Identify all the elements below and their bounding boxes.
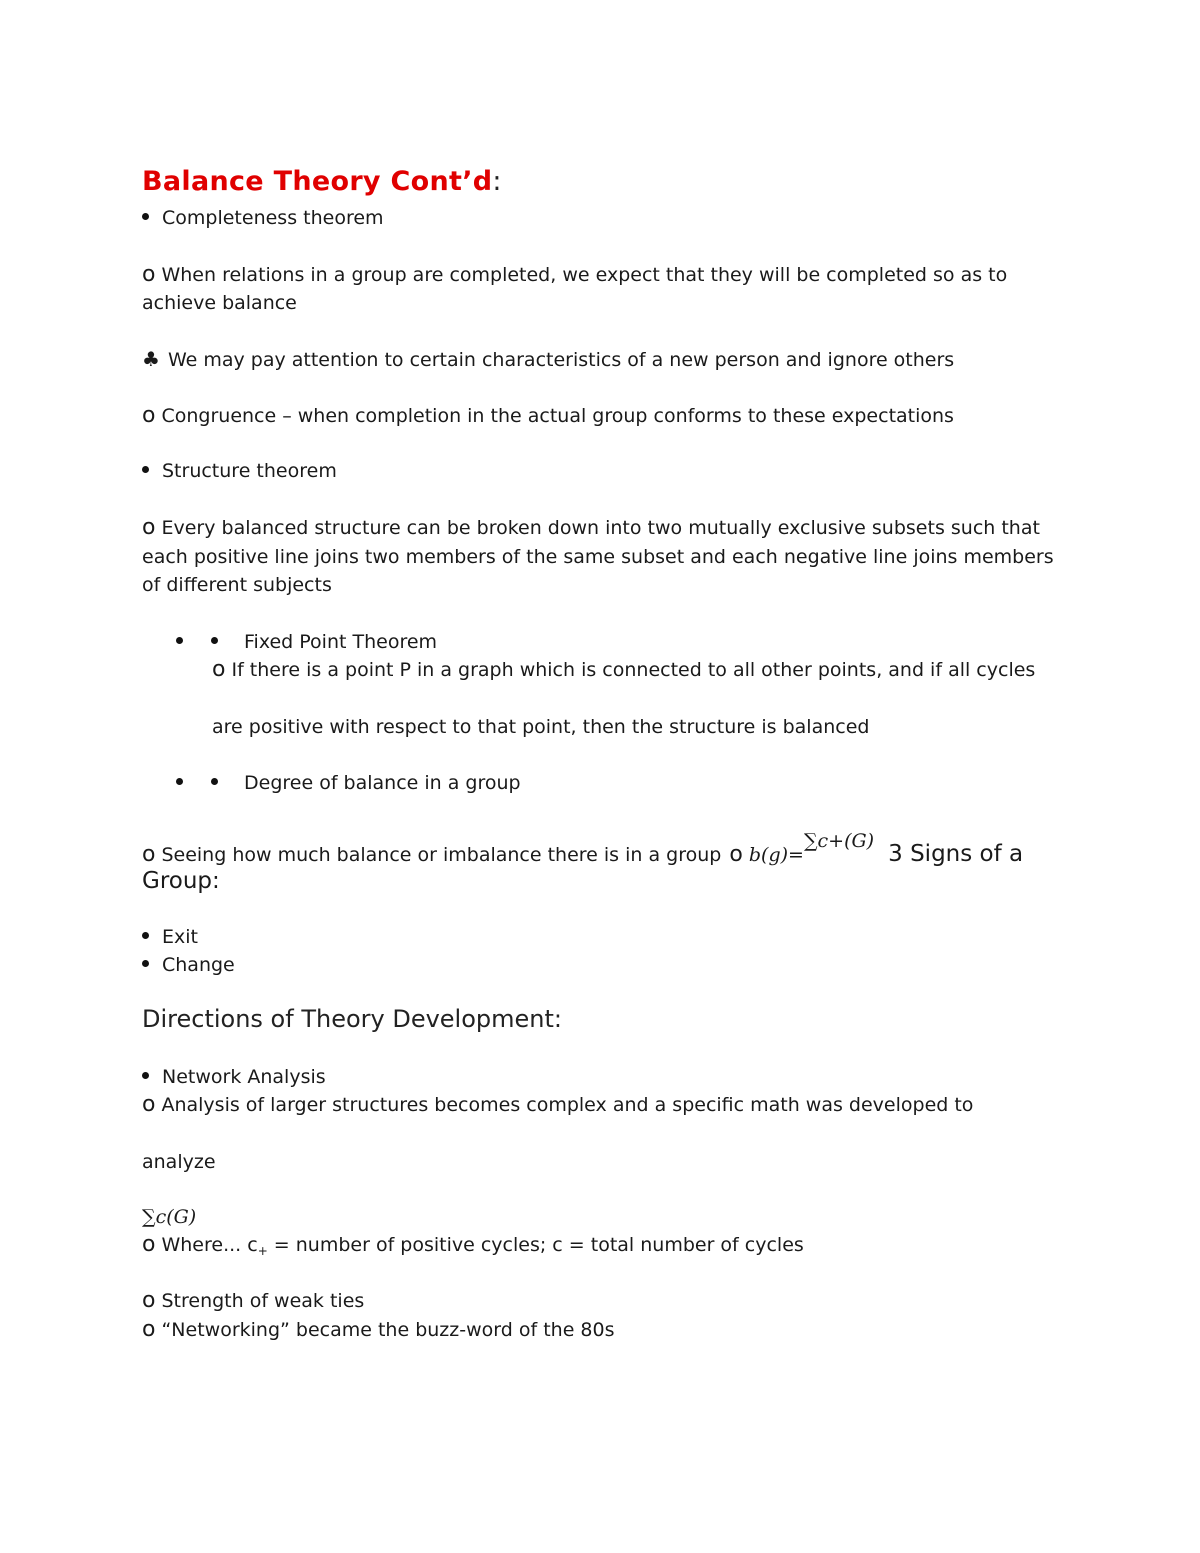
bullet-dot-icon: [142, 932, 149, 939]
signs-heading-part-1: 3 Signs of a: [888, 841, 1024, 867]
open-bullet-icon: o: [142, 1317, 156, 1342]
open-bullet-icon: o: [142, 1288, 156, 1313]
bullet-dot-icon: [142, 960, 149, 967]
bullet-dot-icon: [211, 778, 218, 785]
balance-formula-numerator: ∑c+(G): [803, 830, 875, 852]
sub-structure-line-2: each positive line joins two members of the same subset and each negative line joins members: [142, 546, 1054, 568]
sub-analysis-line-1: o Analysis of larger structures becomes complex and a specific math was developed to: [142, 1092, 974, 1117]
sub-completed-line-1: o When relations in a group are completed, we expect that they will be completed so as to: [142, 262, 1008, 287]
bullet-dot-icon: [176, 778, 183, 785]
signs-heading-part-2: Group:: [142, 868, 220, 894]
bullet-dot-icon: [176, 637, 183, 644]
club-icon: ♣: [142, 347, 160, 371]
open-bullet-icon: o: [142, 1232, 156, 1257]
bullet-dot-icon: [142, 1072, 149, 1079]
open-bullet-icon: o: [212, 657, 226, 682]
sub-where-definition: o Where... $c_+$ = number of positive cycles; c = total number of cycles: [142, 1232, 804, 1258]
bullet-completeness-theorem: Completeness theorem: [142, 204, 384, 232]
bullet-fixed-point-theorem: Fixed Point Theorem: [176, 628, 437, 656]
sub-weak-ties: o Strength of weak ties: [142, 1288, 365, 1313]
open-bullet-icon: o: [142, 1092, 156, 1117]
open-bullet-icon: o: [142, 262, 156, 287]
balance-formula-lhs: b(g)=: [748, 844, 804, 866]
bullet-degree-of-balance: Degree of balance in a group: [176, 769, 521, 797]
bullet-dot-icon: [142, 213, 149, 220]
directions-heading: Directions of Theory Development:: [142, 1005, 562, 1033]
sub-fixed-point-line-1: o If there is a point P in a graph which is connected to all other points, and if all cycles: [212, 657, 1036, 682]
sub-degree-formula-line: o Seeing how much balance or imbalance there is in a group o b(g)=∑c+(G) 3 Signs of a: [142, 830, 1024, 867]
bullet-structure-theorem: Structure theorem: [142, 457, 337, 485]
sub-networking: o “Networking” became the buzz-word of the 80s: [142, 1317, 615, 1342]
bullet-dot-icon: [142, 466, 149, 473]
sub-structure-line-3: of different subjects: [142, 574, 332, 596]
sub-congruence: o Congruence – when completion in the actual group conforms to these expectations: [142, 403, 954, 428]
club-item: ♣ We may pay attention to certain characteristics of a new person and ignore others: [142, 347, 955, 371]
sub-structure-line-1: o Every balanced structure can be broken down into two mutually exclusive subsets such that: [142, 515, 1040, 540]
open-bullet-icon: o: [142, 403, 156, 428]
bullet-network-analysis: Network Analysis: [142, 1063, 326, 1091]
sub-fixed-point-line-2: are positive with respect to that point, then the structure is balanced: [212, 716, 870, 738]
open-bullet-icon: o: [142, 515, 156, 540]
list-item: Exit: [142, 923, 198, 951]
sub-completed-line-2: achieve balance: [142, 292, 297, 314]
sub-analysis-line-2: analyze: [142, 1151, 216, 1173]
open-bullet-icon: o: [142, 842, 156, 867]
page-title: Balance Theory Cont’d:: [142, 166, 502, 197]
bullet-dot-icon: [211, 637, 218, 644]
balance-formula-denominator: ∑c(G): [142, 1206, 197, 1228]
list-item: Change: [142, 951, 235, 979]
open-bullet-icon: o: [729, 842, 743, 867]
